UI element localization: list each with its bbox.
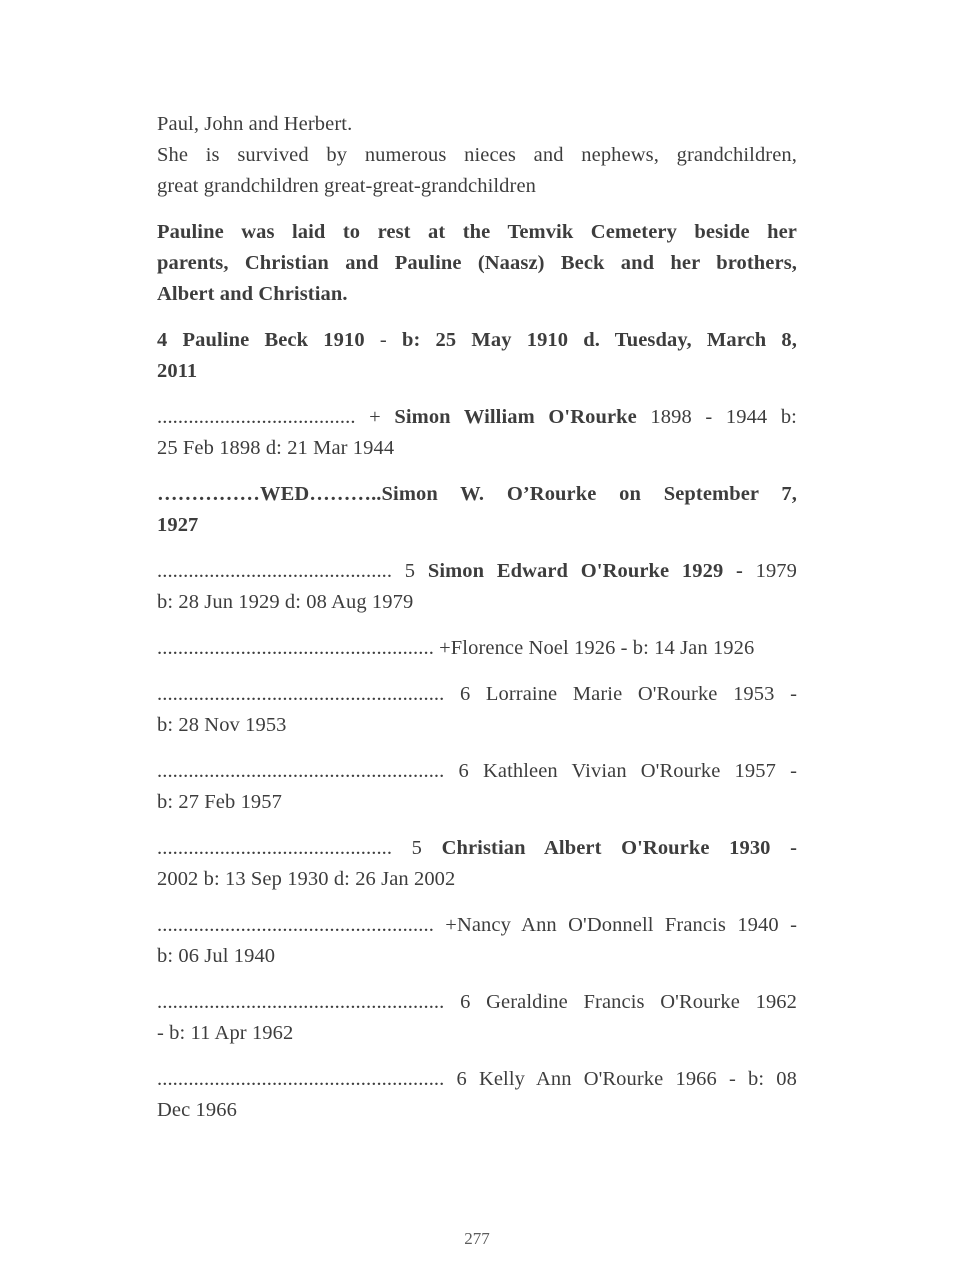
text-line (157, 833, 797, 864)
text-run: ....................................................... 6 Lorraine Marie O'Rourke 1953 - (157, 683, 797, 705)
text-run: 2011 (157, 360, 198, 382)
text-line (157, 787, 797, 818)
text-line (157, 479, 797, 510)
spouse-simon-william-orourke (157, 402, 797, 464)
text-run: Albert and Christian. (157, 283, 348, 305)
survivors-paragraph (157, 109, 797, 202)
text-run: ……………WED………..Simon W. O’Rourke on September 7, (157, 483, 797, 505)
page-number: 277 (464, 1229, 490, 1248)
text-run: Simon Edward O'Rourke 1929 - (427, 560, 743, 582)
text-line (157, 710, 797, 741)
text-line (157, 1095, 797, 1126)
spouse-florence-noel (157, 633, 797, 664)
text-line (157, 941, 797, 972)
text-run: She is survived by numerous nieces and nephews, grandchildren, (157, 144, 797, 166)
text-run: 1927 (157, 514, 199, 536)
text-line (157, 587, 797, 618)
text-line (157, 171, 797, 202)
text-run: 2002 b: 13 Sep 1930 d: 26 Jan 2002 (157, 868, 456, 890)
text-run: 1979 (742, 560, 797, 582)
text-run: Simon William O'Rourke (394, 406, 637, 428)
text-line (157, 140, 797, 171)
text-line (157, 402, 797, 433)
text-line (157, 279, 797, 310)
text-run: b: 27 Feb 1957 (157, 791, 282, 813)
text-line (157, 1018, 797, 1049)
gen4-pauline-beck (157, 325, 797, 387)
text-run: ....................................................... 6 Kathleen Vivian O'Rourke 1957 - (157, 760, 797, 782)
gen6-kathleen-vivian-orourke (157, 756, 797, 818)
wedding-note (157, 479, 797, 541)
text-line (157, 325, 797, 356)
text-run: b: 06 Jul 1940 (157, 945, 276, 967)
text-run: b: 28 Jun 1929 d: 08 Aug 1979 (157, 591, 414, 613)
gen6-kelly-ann-orourke (157, 1064, 797, 1126)
text-run: Paul, John and Herbert. (157, 113, 353, 135)
gen6-geraldine-francis-orourke (157, 987, 797, 1049)
text-line (157, 109, 797, 140)
document-text-column (157, 109, 797, 1126)
text-run: - (364, 329, 402, 351)
text-run: parents, Christian and Pauline (Naasz) Beck and her brothers, (157, 252, 797, 274)
text-line (157, 510, 797, 541)
gen5-simon-edward-orourke (157, 556, 797, 618)
text-run: b: 28 Nov 1953 (157, 714, 287, 736)
text-run: great grandchildren great-great-grandchildren (157, 175, 536, 197)
gen5-christian-albert-orourke (157, 833, 797, 895)
text-run: ....................................................... 6 Geraldine Francis O'Rourke 1962 (157, 991, 797, 1013)
text-line (157, 433, 797, 464)
text-line (157, 679, 797, 710)
text-run: ............................................. 5 (157, 560, 428, 582)
text-run: - b: 11 Apr 1962 (157, 1022, 294, 1044)
text-line (157, 248, 797, 279)
text-run: ....................................................... 6 Kelly Ann O'Rourke 1966 - b: 08 (157, 1068, 797, 1090)
text-line (157, 756, 797, 787)
spouse-nancy-ann-odonnell-francis (157, 910, 797, 972)
text-line (157, 1064, 797, 1095)
text-run: b: 25 May 1910 d. Tuesday, March 8, (401, 329, 797, 351)
text-line (157, 864, 797, 895)
text-line (157, 556, 797, 587)
text-run: ............................................. 5 (157, 837, 442, 859)
text-run: Christian Albert O'Rourke 1930 - (441, 837, 797, 859)
text-run: 25 Feb 1898 d: 21 Mar 1944 (157, 437, 395, 459)
text-line (157, 987, 797, 1018)
text-line (157, 910, 797, 941)
text-run: 1898 - 1944 b: (636, 406, 797, 428)
text-run: ..................................................... +Florence Noel 1926 - b: 14 Jan 1926 (157, 637, 755, 659)
text-run: Dec 1966 (157, 1099, 237, 1121)
gen6-lorraine-marie-orourke (157, 679, 797, 741)
text-line (157, 633, 797, 664)
text-run: ...................................... + (157, 406, 395, 428)
burial-paragraph (157, 217, 797, 310)
text-line (157, 217, 797, 248)
text-line (157, 356, 797, 387)
text-run: ..................................................... +Nancy Ann O'Donnell Francis 1940 - (157, 914, 797, 936)
text-run: Pauline was laid to rest at the Temvik Cemetery beside her (157, 221, 797, 243)
text-run: 4 Pauline Beck 1910 (157, 329, 365, 351)
